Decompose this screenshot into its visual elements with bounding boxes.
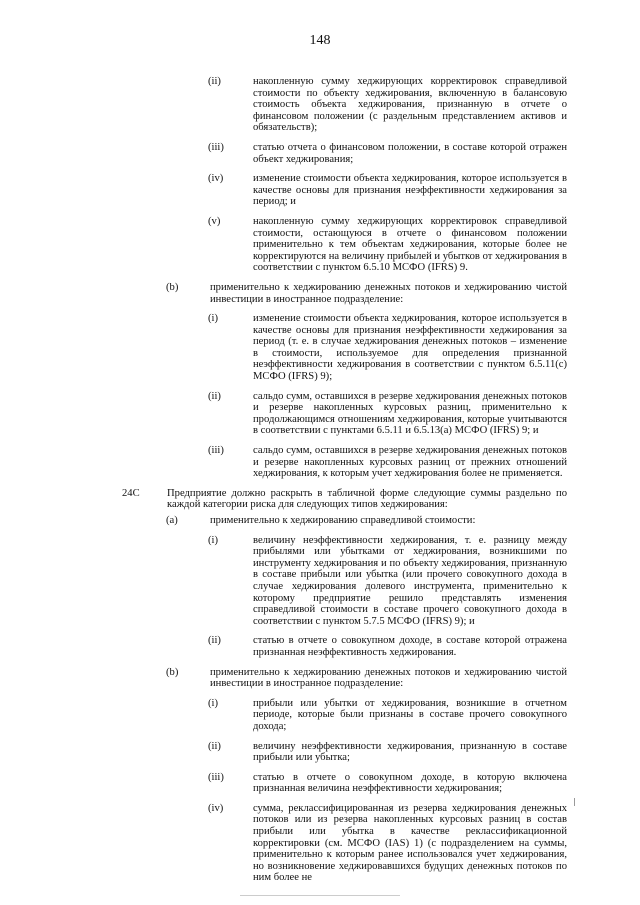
item-text: изменение стоимости объекта хеджирования, которое используется в качестве основы для признания неэффективности хеджирования за период (т. е. в случае хеджирования денежных потоков – изменение в стоимости, используемое для определения признанной неэффективности хеджирования в соответствии с пунктом 6.5.11(c) МСФО (IFRS) 9); (253, 313, 567, 383)
document-body (0, 76, 640, 884)
list-item (0, 216, 640, 274)
list-item (0, 173, 640, 208)
item-label: (i) (208, 534, 218, 546)
item-label: (ii) (208, 76, 221, 87)
item-label: (a) (166, 515, 178, 526)
list-item (0, 515, 640, 527)
item-text: применительно к хеджированию денежных потоков и хеджированию чистой инвестиции в иностранное подразделение: (210, 281, 567, 305)
list-item (0, 635, 640, 658)
page-number: 148 (309, 33, 331, 48)
list-item (0, 488, 640, 511)
item-text: сумма, реклассифицированная из резерва хеджирования денежных потоков или из резерва накопленных курсовых разниц в состав прибыли или убытка в качестве реклассификационной корректировки (см. МСФО (IAS) 1) (с подразделением на суммы, применительно к которым ранее использовался учет хеджирования, но возникновение хеджировавшихся будущих денежных потоков по ним более не (253, 802, 567, 884)
list-item (0, 142, 640, 165)
list-item (0, 391, 640, 437)
list-item (0, 313, 640, 383)
item-label: (ii) (208, 390, 221, 402)
item-text: статью в отчете о совокупном доходе, в составе которой отражена признанная неэффективность хеджирования. (253, 635, 567, 658)
item-text: применительно к хеджированию справедливой стоимости: (210, 515, 476, 526)
page-bottom-edge (240, 895, 400, 896)
item-text: Предприятие должно раскрыть в табличной форме следующие суммы раздельно по каждой категории риска для следующих типов хеджирования: (167, 487, 567, 511)
item-text: сальдо сумм, оставшихся в резерве хеджирования денежных потоков и резерве накопленных курсовых разниц, применительно к продолжающимся отношениям хеджирования, которые учитываются в соответствии с пунктами 6.5.11 и 6.5.13(a) МСФО (IFRS) 9; и (253, 390, 567, 437)
item-label: (iii) (208, 141, 224, 153)
list-item (0, 76, 640, 134)
list-item (0, 803, 640, 884)
item-text: сальдо сумм, оставшихся в резерве хеджирования денежных потоков и резерве накопленных курсовых разниц от прежних отношений хеджирования, к которым учет хеджирования более не применяется. (253, 445, 567, 480)
item-label: (i) (208, 697, 218, 709)
list-item (0, 741, 640, 764)
item-label: (i) (208, 313, 218, 325)
item-label: (iv) (208, 802, 224, 814)
margin-mark (574, 798, 575, 806)
item-text: накопленную сумму хеджирующих корректировок справедливой стоимости, остающуюся в отчете о финансовом положении применительно к тем объектам хеджирования, которые более не корректируются на величину прибылей и убытков от хеджирования в соответствии с пунктом 6.5.10 МСФО (IFRS) 9. (253, 215, 567, 274)
item-text: величину неэффективности хеджирования, т. е. разницу между прибылями или убытками от хеджирования, возникшими по инструменту хеджирования и по объекту хеджирования, признанную в составе прибыли или убытка (или прочего совокупного дохода в случае хеджирования долевого инструмента, применительно к которому предприятие решило представлять изменения справедливой стоимости в составе прочего совокупного дохода в соответствии с пунктом 5.7.5 МСФО (IFRS) 9); и (253, 534, 567, 627)
item-text: применительно к хеджированию денежных потоков и хеджированию чистой инвестиции в иностранное подразделение: (210, 666, 567, 690)
item-label: (iii) (208, 445, 224, 457)
list-item (0, 698, 640, 733)
list-item (0, 772, 640, 795)
item-text: прибыли или убытки от хеджирования, возникшие в отчетном периоде, которые были признаны в составе прочего совокупного дохода; (253, 697, 567, 732)
list-item (0, 535, 640, 628)
item-text: статью в отчете о совокупном доходе, в которую включена признанная величина неэффективности хеджирования; (253, 771, 567, 795)
list-item (0, 282, 640, 305)
item-text: величину неэффективности хеджирования, признанную в составе прибыли или убытка; (253, 740, 567, 764)
item-label: (v) (208, 215, 221, 227)
list-item (0, 667, 640, 690)
item-label: (ii) (208, 635, 221, 647)
item-text: изменение стоимости объекта хеджирования, которое используется в качестве основы для признания неэффективности хеджирования за период; и (253, 173, 567, 208)
item-label: (iv) (208, 173, 224, 185)
item-label: (b) (166, 281, 179, 293)
item-label: (iii) (208, 771, 224, 783)
item-label: (b) (166, 666, 179, 678)
list-item (0, 445, 640, 480)
item-label: (ii) (208, 740, 221, 752)
item-label: 24C (122, 487, 140, 499)
item-text: статью отчета о финансовом положении, в составе которой отражен объект хеджирования; (253, 141, 567, 165)
item-text: накопленную сумму хеджирующих корректировок справедливой стоимости по объекту хеджирования, включенную в балансовую стоимость объекта хеджирования, признанную в отчете о финансовом положении (с раздельным представлением активов и обязательств); (253, 76, 567, 134)
